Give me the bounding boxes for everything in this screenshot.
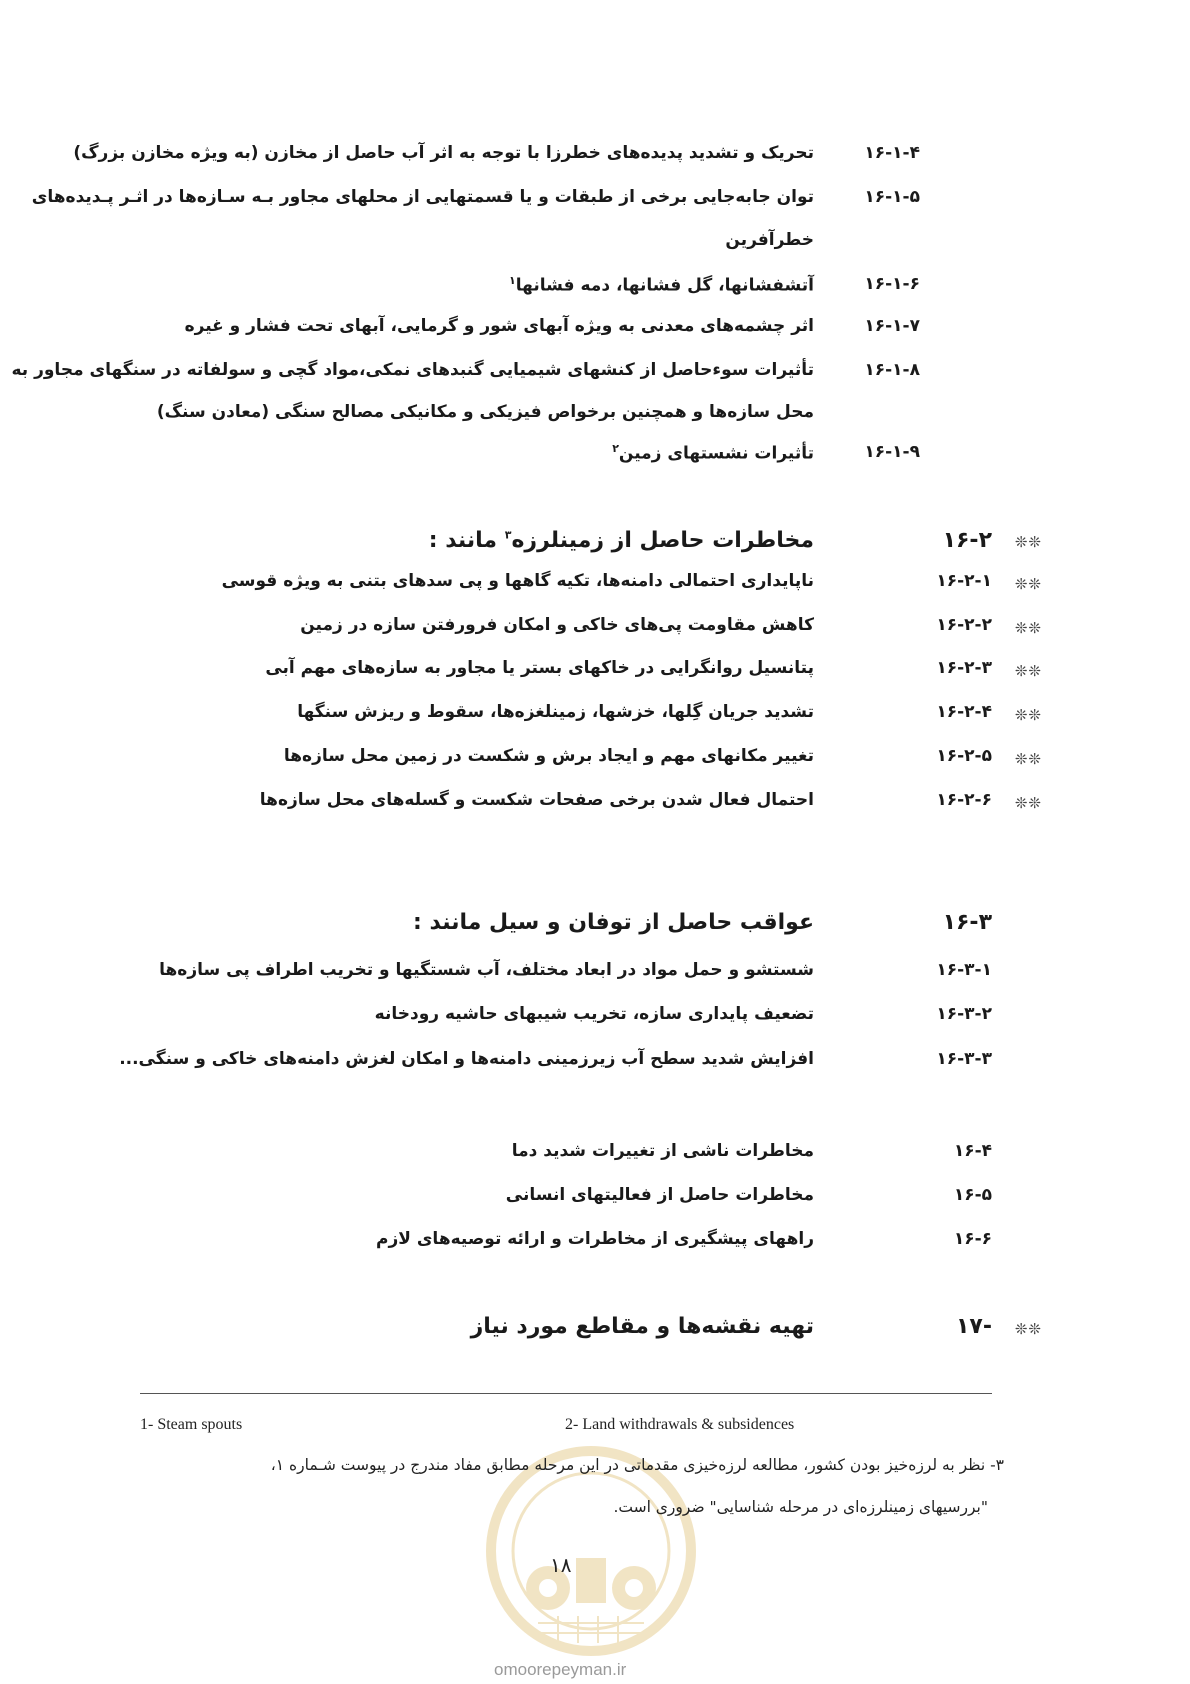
item-text: تشدید جریان گِلها، خزشها، زمینلغزه‌ها، سقوط و ریزش سنگها [297, 702, 814, 722]
item-text-body: تأثیرات نشستهای زمین [618, 443, 814, 464]
item-text [612, 442, 814, 464]
footnote-ref: ۳ [504, 528, 512, 542]
item-number: ۱۶-۱-۴ [864, 143, 920, 163]
item-number: ۱۶-۱-۶ [864, 274, 920, 294]
item-text: احتمال فعال شدن برخی صفحات شکست و گسله‌های محل سازه‌ها [259, 790, 814, 810]
section-title-suffix: مانند : [428, 528, 505, 553]
item-text: توان جابه‌جایی برخی از طبقات و یا قسمتهایی از محلهای مجاور بـه سـازه‌ها در اثـر پـدیده‌های [31, 187, 814, 207]
footnote-3-line-2: "بررسیهای زمینلرزه‌ای در مرحله شناسایی" ضروری است. [613, 1498, 988, 1516]
star-marker: ❊❊ [1014, 794, 1042, 812]
item-text: تأثیرات سوء‌حاصل از کنشهای شیمیایی گنبدهای نمکی،مواد گچی و سولفاته در سنگهای مجاور به [11, 360, 814, 380]
star-marker: ❊❊ [1014, 662, 1042, 680]
item-text: افزایش شدید سطح آب زیرزمینی دامنه‌ها و امکان لغزش دامنه‌های خاکی و سنگی... [119, 1049, 814, 1069]
item-text: ناپایداری احتمالی دامنه‌ها، تکیه گاهها و پی سدهای بتنی به ویژه قوسی [221, 571, 814, 591]
item-text: شستشو و حمل مواد در ابعاد مختلف، آب شستگیها و تخریب اطراف پی سازه‌ها [159, 960, 814, 980]
footnote-ref: ۱ [509, 274, 516, 287]
item-number: ۱۶-۲-۱ [936, 571, 992, 591]
item-text: تضعیف پایداری سازه، تخریب شیبهای حاشیه رودخانه [374, 1004, 814, 1024]
section-title [429, 528, 814, 553]
section-number: ۱۶-۲ [942, 528, 992, 553]
item-number: ۱۶-۲-۶ [936, 790, 992, 810]
item-text-continued: خطرآفرین [725, 230, 814, 250]
item-text-body: آتشفشانها، گل فشانها، دمه فشانها [515, 275, 814, 296]
item-text: تحریک و تشدید پدیده‌های خطرزا با توجه به اثر آب حاصل از مخازن (به ویژه مخازن بزرگ) [73, 143, 814, 163]
star-marker: ❊❊ [1014, 706, 1042, 724]
item-number: ۱۶-۱-۵ [864, 187, 920, 207]
item-number: ۱۶-۲-۴ [936, 702, 992, 722]
section-number: ۱۶-۳ [942, 910, 992, 935]
item-number: ۱۶-۳-۱ [936, 960, 992, 980]
item-number: ۱۶-۳-۲ [936, 1004, 992, 1024]
item-text: مخاطرات حاصل از فعالیتهای انسانی [505, 1185, 814, 1205]
item-text: اثر چشمه‌های معدنی به ویژه آبهای شور و گرمایی، آبهای تحت فشار و غیره [184, 316, 814, 336]
section-title: عواقب حاصل از توفان و سیل مانند : [413, 910, 814, 935]
footnote-3-line-1: ۳- نظر به لرزه‌خیز بودن کشور، مطالعه لرزه‌خیزی مقدماتی در این مرحله مطابق مفاد مندرج در پیوست شـماره ۱، [270, 1456, 1004, 1474]
footnote-2: 2- Land withdrawals & subsidences [565, 1416, 795, 1433]
section-title-text: مخاطرات حاصل از زمینلرزه [511, 528, 814, 553]
footnote-divider [140, 1393, 992, 1394]
item-text: راههای پیشگیری از مخاطرات و ارائه توصیه‌های لازم [376, 1229, 814, 1249]
item-number: ۱۶-۳-۳ [936, 1049, 992, 1069]
item-text: مخاطرات ناشی از تغییرات شدید دما [511, 1141, 814, 1161]
item-number: ۱۶-۱-۸ [864, 360, 920, 380]
item-number: ۱۶-۲-۵ [936, 746, 992, 766]
section-number: -۱۷ [956, 1314, 992, 1339]
section-title: تهیه نقشه‌ها و مقاطع مورد نیاز [470, 1314, 814, 1339]
item-number: ۱۶-۴ [953, 1141, 992, 1161]
watermark-url: omoorepeyman.ir [494, 1660, 627, 1679]
star-marker: ❊❊ [1014, 575, 1042, 593]
item-text [509, 274, 814, 296]
star-marker: ❊❊ [1014, 619, 1042, 637]
star-marker: ❊❊ [1014, 533, 1042, 551]
item-text: پتانسیل روانگرایی در خاکهای بستر یا مجاور به سازه‌های مهم آبی [265, 658, 814, 678]
star-marker: ❊❊ [1014, 1320, 1042, 1338]
item-number: ۱۶-۱-۹ [864, 442, 920, 462]
item-text-continued: محل سازه‌ها و همچنین برخواص فیزیکی و مکانیکی مصالح سنگی (معادن سنگ) [156, 402, 814, 422]
item-number: ۱۶-۲-۳ [936, 658, 992, 678]
page-number: ۱۸ [550, 1553, 572, 1577]
item-number: ۱۶-۶ [953, 1229, 992, 1249]
item-number: ۱۶-۵ [953, 1185, 992, 1205]
item-text: تغییر مکانهای مهم و ایجاد برش و شکست در زمین محل سازه‌ها [283, 746, 814, 766]
item-number: ۱۶-۲-۲ [936, 615, 992, 635]
footnote-1: 1- Steam spouts [140, 1416, 243, 1433]
item-text: کاهش مقاومت پی‌های خاکی و امکان فرورفتن سازه در زمین [300, 615, 814, 635]
footnote-ref: ۲ [612, 442, 619, 455]
star-marker: ❊❊ [1014, 750, 1042, 768]
item-number: ۱۶-۱-۷ [864, 316, 920, 336]
